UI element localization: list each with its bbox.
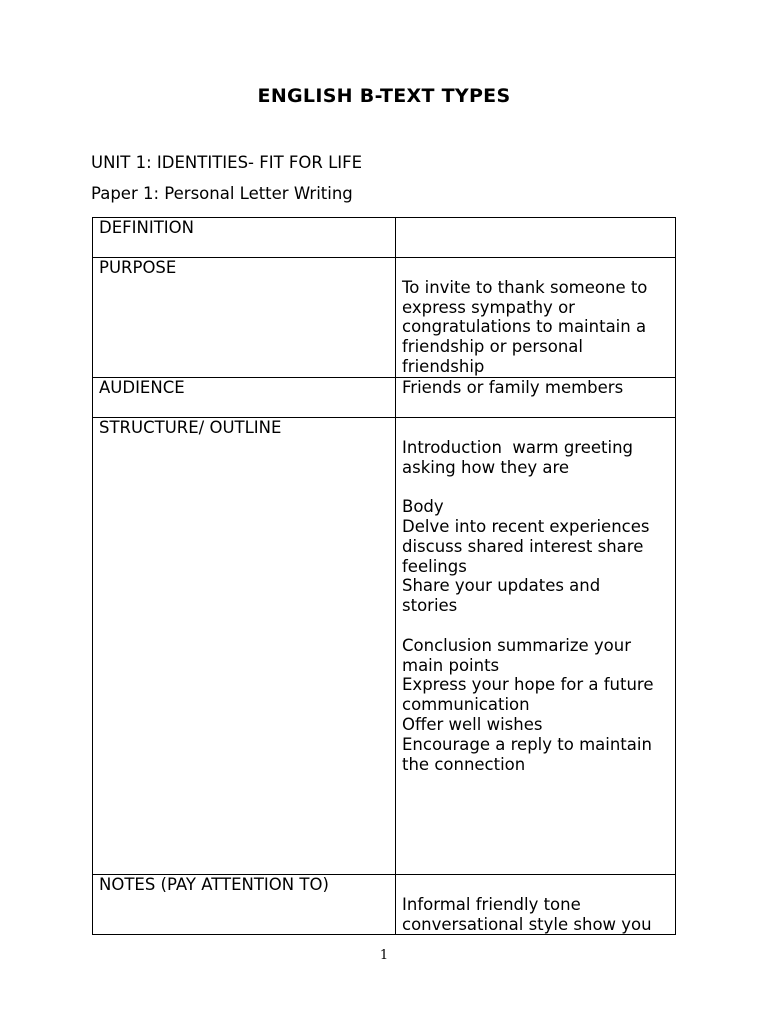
- content-line: Offer well wishes: [402, 714, 543, 734]
- content-line: friendship: [402, 356, 485, 376]
- row-label-cell: [93, 378, 396, 418]
- row-label: DEFINITION: [99, 218, 194, 237]
- content-line: Friends or family members: [402, 378, 624, 397]
- content-line: communication: [402, 695, 530, 715]
- row-content-cell: [396, 418, 676, 875]
- content-line: Delve into recent experiences: [402, 516, 650, 536]
- paper-heading: Paper 1: Personal Letter Writing: [91, 184, 353, 203]
- content-line: main points: [402, 655, 500, 675]
- content-line: feelings: [402, 556, 467, 576]
- content-line: Share your updates and: [402, 576, 601, 596]
- table-row: [93, 418, 676, 875]
- table-body: [93, 218, 676, 935]
- content-line: [402, 418, 671, 438]
- content-line: [402, 477, 671, 497]
- content-line: To invite to thank someone to: [402, 277, 648, 297]
- content-line: [402, 875, 671, 895]
- content-line: congratulations to maintain a: [402, 317, 647, 337]
- row-content-cell: [396, 258, 676, 378]
- table-row: [93, 875, 676, 935]
- row-content-cell: [396, 218, 676, 258]
- content-line: Introduction warm greeting: [402, 437, 634, 457]
- row-label-cell: [93, 258, 396, 378]
- text-type-table: [92, 217, 676, 935]
- content-line: friendship or personal: [402, 337, 583, 357]
- page-number: 1: [379, 948, 389, 963]
- table-row: [93, 378, 676, 418]
- content-line: stories: [402, 596, 458, 616]
- content-line: Informal friendly tone: [402, 894, 581, 914]
- content-line: express sympathy or: [402, 297, 575, 317]
- content-line: asking how they are: [402, 457, 570, 477]
- row-content-cell: [396, 378, 676, 418]
- row-label-cell: [93, 218, 396, 258]
- row-content-cell: [396, 875, 676, 935]
- row-label-cell: [93, 875, 396, 935]
- content-line: Encourage a reply to maintain: [402, 734, 652, 754]
- row-label: NOTES (PAY ATTENTION TO): [99, 875, 329, 894]
- content-line: Conclusion summarize your: [402, 635, 632, 655]
- content-line: the connection: [402, 754, 526, 774]
- row-label-cell: [93, 418, 396, 875]
- row-label: AUDIENCE: [99, 378, 185, 397]
- document-title: ENGLISH B-TEXT TYPES: [257, 85, 511, 107]
- content-line: discuss shared interest share: [402, 536, 644, 556]
- content-line: conversational style show you: [402, 914, 652, 934]
- content-line: [402, 616, 671, 636]
- content-line: Express your hope for a future: [402, 675, 654, 695]
- content-line: Body: [402, 497, 444, 517]
- row-label: STRUCTURE/ OUTLINE: [99, 418, 282, 437]
- table-row: [93, 218, 676, 258]
- table-row: [93, 258, 676, 378]
- unit-heading: UNIT 1: IDENTITIES- FIT FOR LIFE: [91, 153, 363, 172]
- content-line: [402, 258, 671, 278]
- row-label: PURPOSE: [99, 258, 177, 277]
